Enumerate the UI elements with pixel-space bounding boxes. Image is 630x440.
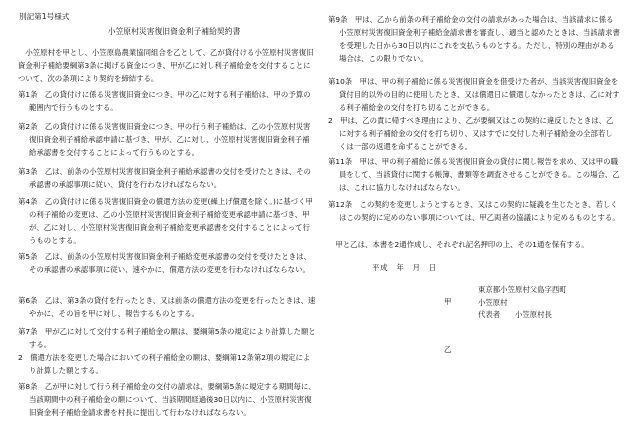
- article-12: [328, 198, 620, 224]
- party-a-representative: 代表者 小笠原村長: [478, 310, 552, 319]
- article-text: 第8条 乙が甲に対して行う利子補給金の交付の請求は、要綱第5条に規定する期間毎に、当該期間中の利子補給金の額について、当該期間経過後30日以内に、小笠原村災害復旧資金利子補給金請求書を村長に提出して行わなければならない。: [18, 382, 316, 417]
- article-1: [18, 88, 316, 114]
- date-line: 平成 年 月 日: [372, 263, 438, 272]
- article-6: [18, 294, 316, 320]
- article-text: 第11条 甲は、甲の利子補給に係る災害復旧資金の貸付に関し報告を求め、又は甲の職員をして、当該貸付に関する帳簿、書類等を調査させることができる。この場合、乙は、これに協力しなければならない。: [328, 157, 620, 192]
- party-a-address: 東京都小笠原村父島字西町: [478, 285, 567, 294]
- article-8: [18, 380, 316, 419]
- party-a-mark: 甲: [444, 297, 452, 306]
- intro-text: 小笠原村を甲とし、小笠原島農業協同組合を乙として、乙が貸付ける小笠原村災害復旧資金利子補給要綱第3条に掲げる資金につき、甲が乙に対し利子補給金を交付することについて、次の条項により契約を締結する。: [18, 48, 314, 83]
- article-text: 第3条 乙は、前条の小笠原村災害復旧資金利子補給承認書の交付を受けたときは、その承認書の承認事項に従い、貸付を行わなければならない。: [18, 167, 311, 189]
- intro-paragraph: [18, 46, 316, 85]
- article-text: 第12条 この契約を変更しようとするとき、又はこの契約に疑義を生じたとき、若しくはこの契約に定めのない事項については、甲乙両者の協議により定めるものとする。: [328, 200, 620, 222]
- closing-statement: 甲と乙は、本書を2通作成し、それぞれ記名押印の上、その1通を保有する。: [335, 240, 589, 249]
- article-9: [328, 13, 620, 65]
- article-text: 第2条 乙の貸付けに係る災害復旧資金につき、甲の行う利子補給は、乙の小笠原村災害復旧資金利子補給承認申請に基づき、甲が、乙に対し、小笠原村災害復旧資金利子補給承認書を交付することによって行うものとする。: [18, 122, 311, 157]
- form-label: 別記第1号様式: [19, 12, 70, 21]
- article-4: [18, 195, 316, 247]
- party-b-mark: 乙: [444, 345, 452, 354]
- article-5: [18, 250, 316, 276]
- article-11: [328, 155, 620, 194]
- party-a-name: 小笠原村: [478, 297, 508, 307]
- article-text: 第1条 乙の貸付けに係る災害復旧資金につき、甲の乙に対する利子補給は、甲の予算の範囲内で行うものとする。: [18, 90, 311, 112]
- article-10: [328, 75, 620, 153]
- article-subclause: 2 償還方法を変更した場合においての利子補給金の額は、要綱第12条第2項の規定により計算した額とする。: [18, 353, 311, 375]
- article-text: 第9条 甲は、乙から前条の利子補給金の交付の請求があった場合は、当該請求に係る小笠原村災害復旧資金利子補給金請求書を審査し、適当と認めたときは、当該請求書を受理した日から30日以内にこれを支払うものとする。ただし、特別の理由がある場合は、この限りでない。: [328, 15, 620, 63]
- article-text: 第7条 甲が乙に対して交付する利子補給金の額は、要綱第5条の規定により計算した額とする。: [18, 327, 316, 349]
- party-a-details: [478, 284, 567, 322]
- article-text: 第5条 乙は、前条の小笠原村災害復旧資金利子補給変更承認書の交付を受けたときは、その承認書の承認事項に従い、速やかに、償還方法の変更を行わなければならない。: [18, 252, 311, 274]
- document-title: 小笠原村災害復旧資金利子補給契約書: [107, 27, 241, 36]
- article-3: [18, 165, 316, 191]
- article-text: 第4条 乙の貸付けに係る災害復旧資金の償還方法の変更(繰上げ償還を除く。)に基づく甲の利子補給の変更は、乙の小笠原村災害復旧資金利子補給変更承認申請に基づき、甲が、乙に対し、小笠原村災害復旧資金利子補給変更承認書を交付することによって行うものとする。: [18, 197, 313, 245]
- article-7: [18, 325, 316, 377]
- article-text: 第10条 甲は、甲の利子補給に係る災害復旧資金を借受けた者が、当該災害復旧資金を貸付目的以外の目的に使用したとき、又は償還日に償還しなかったときは、乙に対する利子補給金の交付を打ち切ることができる。: [328, 77, 620, 112]
- article-2: [18, 120, 316, 159]
- article-subclause: 2 甲は、乙の責に帰すべき理由により、乙が要綱又はこの契約に違反したときは、乙に対する利子補給金の交付を打ち切り、又はすでに交付した利子補給金の全部若しくは一部の返還を命ずることができる。: [328, 116, 614, 151]
- article-text: 第6条 乙は、第3条の貸付を行ったとき、又は前条の償還方法の変更を行ったときは、速やかに、その旨を甲に対し、報告するものとする。: [18, 296, 316, 318]
